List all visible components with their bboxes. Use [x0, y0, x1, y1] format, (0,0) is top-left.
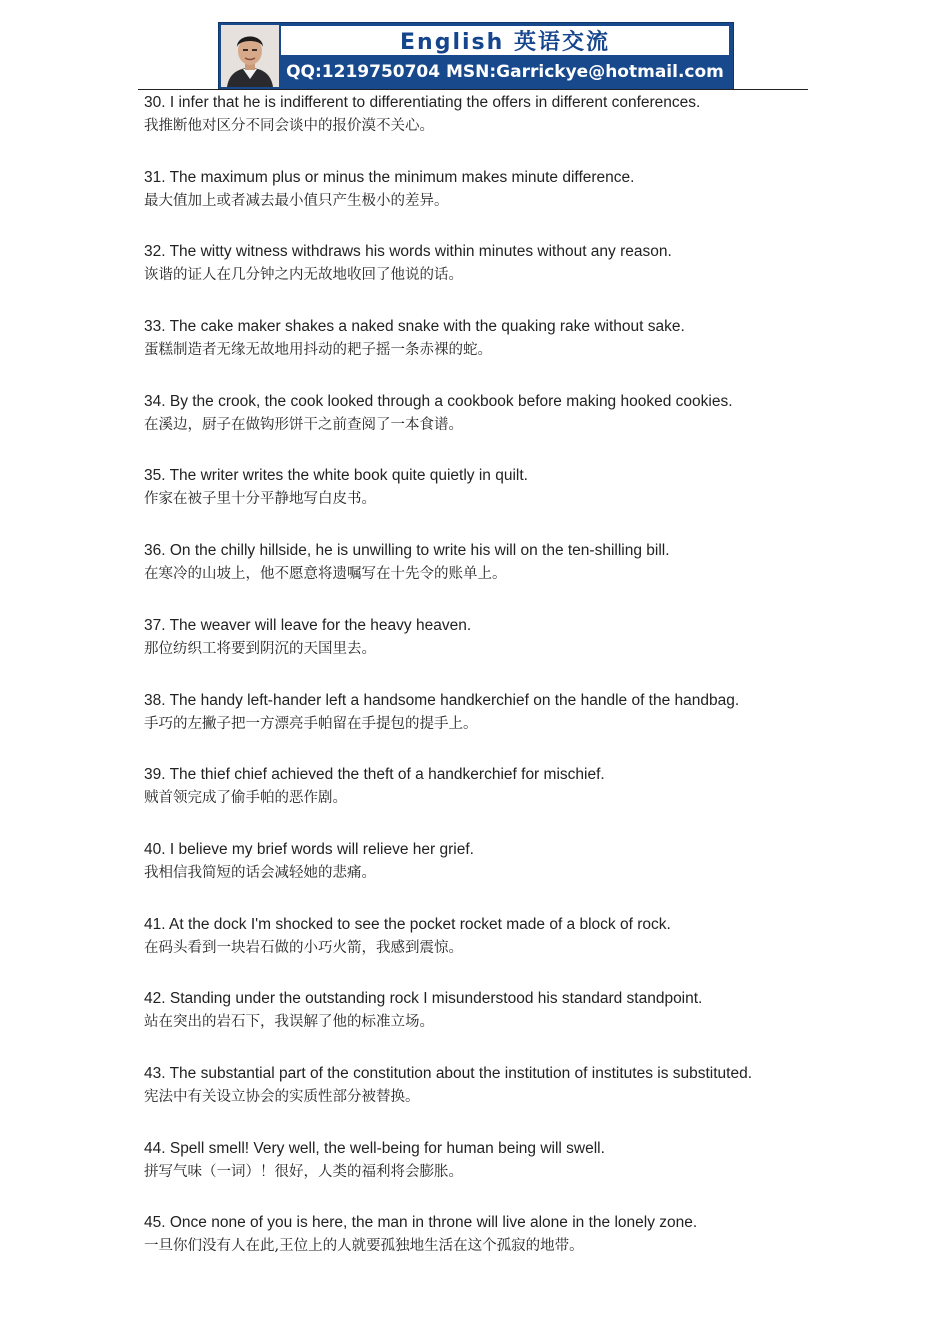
list-item [144, 169, 844, 244]
english-sentence: 45. Once none of you is here, the man in throne will live alone in the lonely zone. [144, 1214, 698, 1232]
list-item [144, 617, 844, 692]
chinese-translation: 手巧的左撇子把一方漂亮手帕留在手提包的提手上。 [144, 715, 478, 732]
avatar [221, 25, 279, 87]
chinese-translation: 在寒冷的山坡上，他不愿意将遗嘱写在十先令的账单上。 [144, 566, 507, 583]
chinese-translation: 拼写气味（一词）！很好，人类的福利将会膨胀。 [144, 1163, 463, 1180]
chinese-translation: 我推断他对区分不同会谈中的报价漠不关心。 [144, 118, 434, 134]
list-item [144, 766, 844, 841]
chinese-translation: 蛋糕制造者无缘无故地用抖动的耙子摇一条赤裸的蛇。 [144, 342, 492, 359]
list-item [144, 393, 844, 468]
english-sentence: 38. The handy left-hander left a handsome handkerchief on the handle of the handbag. [144, 691, 740, 709]
english-sentence: 44. Spell smell! Very well, the well-being for human being will swell. [144, 1139, 605, 1157]
chinese-translation: 站在突出的岩石下，我误解了他的标准立场。 [144, 1014, 434, 1031]
english-sentence: 40. I believe my brief words will relieve her grief. [144, 840, 474, 858]
chinese-translation: 诙谐的证人在几分钟之内无故地收回了他说的话。 [144, 267, 463, 284]
english-sentence: 39. The thief chief achieved the theft of a handkerchief for mischief. [144, 766, 605, 784]
english-sentence: 33. The cake maker shakes a naked snake with the quaking rake without sake. [144, 318, 685, 336]
header-banner [218, 22, 734, 90]
banner-contact: QQ:1219750704 MSN:Garrickye@hotmail.com [286, 62, 724, 82]
list-item [144, 318, 844, 393]
english-sentence: 41. At the dock I'm shocked to see the pocket rocket made of a block of rock. [144, 915, 671, 933]
list-item [144, 467, 844, 542]
english-sentence: 31. The maximum plus or minus the minimum makes minute difference. [144, 168, 635, 186]
list-item [144, 1065, 844, 1140]
english-sentence: 43. The substantial part of the constitution about the institution of institutes is substituted. [144, 1064, 753, 1082]
english-sentence: 37. The weaver will leave for the heavy heaven. [144, 616, 472, 634]
chinese-translation: 在溪边，厨子在做钩形饼干之前查阅了一本食谱。 [144, 416, 463, 433]
english-sentence: 35. The writer writes the white book quite quietly in quilt. [144, 467, 528, 485]
english-sentence: 42. Standing under the outstanding rock I misunderstood his standard standpoint. [144, 990, 703, 1008]
english-sentence: 36. On the chilly hillside, he is unwilling to write his will on the ten-shilling bill. [144, 542, 670, 560]
list-item [144, 841, 844, 916]
header-divider [138, 89, 808, 90]
chinese-translation: 我相信我简短的话会减轻她的悲痛。 [144, 864, 376, 881]
english-sentence: 30. I infer that he is indifferent to differentiating the offers in different conferences. [144, 94, 701, 111]
list-item [144, 243, 844, 318]
list-item [144, 1140, 844, 1215]
chinese-translation: 一旦你们没有人在此,王位上的人就要孤独地生活在这个孤寂的地带。 [144, 1238, 584, 1255]
person-photo-icon [221, 25, 279, 87]
sentence-list [144, 94, 844, 1289]
list-item [144, 916, 844, 991]
chinese-translation: 最大值加上或者减去最小值只产生极小的差异。 [144, 192, 449, 209]
list-item [144, 94, 844, 169]
chinese-translation: 贼首领完成了偷手帕的恶作剧。 [144, 790, 347, 807]
chinese-translation: 宪法中有关设立协会的实质性部分被替换。 [144, 1088, 420, 1105]
chinese-translation: 在码头看到一块岩石做的小巧火箭，我感到震惊。 [144, 939, 463, 956]
list-item [144, 990, 844, 1065]
chinese-translation: 作家在被子里十分平静地写白皮书。 [144, 491, 376, 508]
chinese-translation: 那位纺织工将要到阴沉的天国里去。 [144, 640, 376, 657]
list-item [144, 1214, 844, 1289]
english-sentence: 34. By the crook, the cook looked through a cookbook before making hooked cookies. [144, 392, 733, 410]
english-sentence: 32. The witty witness withdraws his words within minutes without any reason. [144, 243, 672, 261]
list-item [144, 542, 844, 617]
list-item [144, 692, 844, 767]
banner-title: English 英语交流 [281, 26, 729, 55]
